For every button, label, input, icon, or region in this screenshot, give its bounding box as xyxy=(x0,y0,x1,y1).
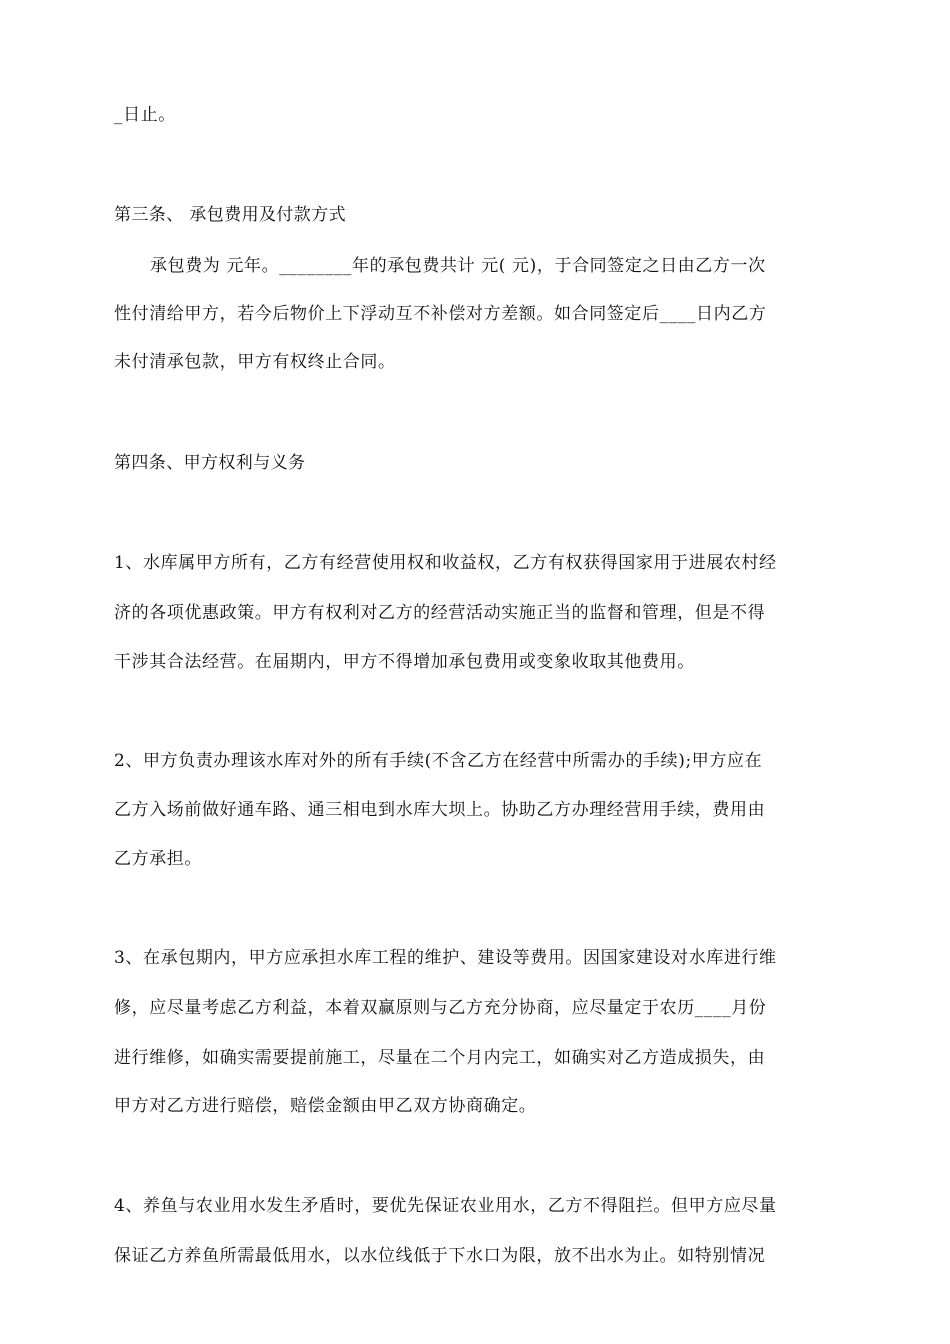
paragraph-line: 未付清承包款，甲方有权终止合同。 xyxy=(114,352,396,372)
clause-3-line: 甲方对乙方进行赔偿，赔偿金额由甲乙双方协商确定。 xyxy=(114,1096,537,1116)
paragraph-line: 承包费为 元年。________年的承包费共计 元( 元)，于合同签定之日由乙方一次 xyxy=(150,256,766,276)
section-heading-article-3: 第三条、 承包费用及付款方式 xyxy=(114,205,347,225)
section-heading-article-4: 第四条、甲方权利与义务 xyxy=(114,453,306,473)
clause-1-line: 济的各项优惠政策。甲方有权利对乙方的经营活动实施正当的监督和管理，但是不得 xyxy=(114,603,766,623)
clause-4-line: 4、养鱼与农业用水发生矛盾时，要优先保证农业用水，乙方不得阻拦。但甲方应尽量 xyxy=(114,1196,777,1216)
paragraph-line: 性付清给甲方，若今后物价上下浮动互不补偿对方差额。如合同签定后____日内乙方 xyxy=(114,304,767,324)
clause-3-line: 3、在承包期内，甲方应承担水库工程的维护、建设等费用。因国家建设对水库进行维 xyxy=(114,948,777,968)
clause-3-line: 修，应尽量考虑乙方利益，本着双赢原则与乙方充分协商，应尽量定于农历____月份 xyxy=(114,998,767,1018)
text-line-date-end: _日止。 xyxy=(114,105,176,125)
clause-2-line: 乙方入场前做好通车路、通三相电到水库大坝上。协助乙方办理经营用手续，费用由 xyxy=(114,800,766,820)
clause-2-line: 2、甲方负责办理该水库对外的所有手续(不含乙方在经营中所需办的手续);甲方应在 xyxy=(114,751,763,771)
clause-2-line: 乙方承担。 xyxy=(114,849,202,869)
clause-1-line: 1、水库属甲方所有，乙方有经营使用权和收益权，乙方有权获得国家用于进展农村经 xyxy=(114,553,777,573)
clause-4-line: 保证乙方养鱼所需最低用水，以水位线低于下水口为限，放不出水为止。如特别情况 xyxy=(114,1246,766,1266)
clause-3-line: 进行维修，如确实需要提前施工，尽量在二个月内完工，如确实对乙方造成损失，由 xyxy=(114,1048,766,1068)
clause-1-line: 干涉其合法经营。在届期内，甲方不得增加承包费用或变象收取其他费用。 xyxy=(114,652,695,672)
